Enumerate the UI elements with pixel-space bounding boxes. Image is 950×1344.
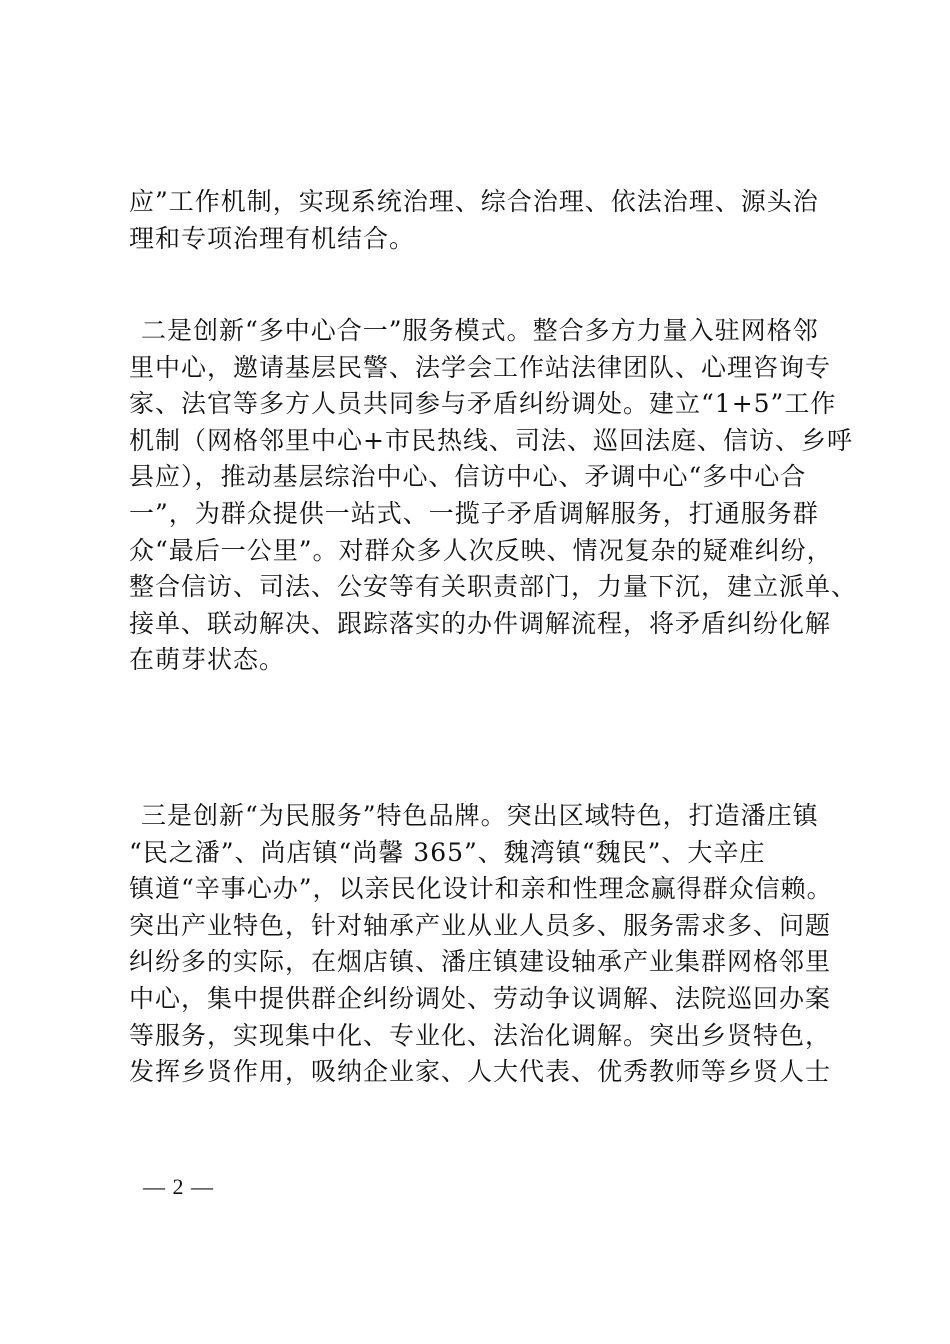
- text-line: 理和专项治理有机结合。: [129, 223, 416, 253]
- text-line: 接单、联动解决、跟踪落实的办件调解流程，将矛盾纠纷化解: [129, 608, 832, 638]
- paragraph-continuation: [129, 184, 829, 257]
- text-line: 家、法官等多方人员共同参与矛盾纠纷调处。建立“1+5”工作: [129, 389, 837, 419]
- paragraph-third-point: [129, 798, 833, 1091]
- text-line: 整合信访、司法、公安等有关职责部门，力量下沉，建立派单、: [129, 572, 858, 602]
- text-line: 众“最后一公里”。对群众多人次反映、情况复杂的疑难纠纷，: [129, 535, 833, 565]
- text-line: 机制（网格邻里中心+市民热线、司法、巡回法庭、信访、乡呼: [129, 425, 853, 455]
- text-line: 二是创新“多中心合一”服务模式。整合多方力量入驻网格邻: [141, 316, 819, 345]
- page-number: — 2 —: [143, 1174, 214, 1199]
- text-line: 等服务，实现集中化、专业化、法治化调解。突出乡贤特色，: [129, 1020, 832, 1050]
- text-line: “民之潘”、尚店镇“尚馨 365”、魏湾镇“魏民”、大辛庄: [129, 837, 766, 867]
- text-line: 纠纷多的实际，在烟店镇、潘庄镇建设轴承产业集群网格邻里: [129, 947, 832, 977]
- text-line: 镇道“辛事心办”，以亲民化设计和亲和性理念赢得群众信赖。: [129, 874, 833, 904]
- text-line: 三是创新“为民服务”特色品牌。突出区域特色，打造潘庄镇: [141, 801, 819, 830]
- text-line: 一”，为群众提供一站式、一揽子矛盾调解服务，打通服务群: [129, 498, 819, 528]
- text-line: 应”工作机制，实现系统治理、综合治理、依法治理、源头治: [129, 187, 819, 216]
- paragraph-second-point: [129, 313, 858, 679]
- text-line: 在萌芽状态。: [129, 645, 286, 675]
- text-line: 里中心，邀请基层民警、法学会工作站法律团队、心理咨询专: [129, 352, 832, 382]
- text-line: 中心，集中提供群企纠纷调处、劳动争议调解、法院巡回办案: [129, 983, 832, 1013]
- text-line: 突出产业特色，针对轴承产业从业人员多、服务需求多、问题: [129, 910, 832, 940]
- text-line: 发挥乡贤作用，吸纳企业家、人大代表、优秀教师等乡贤人士: [129, 1057, 832, 1087]
- text-line: 县应），推动基层综治中心、信访中心、矛调中心“多中心合: [129, 462, 807, 492]
